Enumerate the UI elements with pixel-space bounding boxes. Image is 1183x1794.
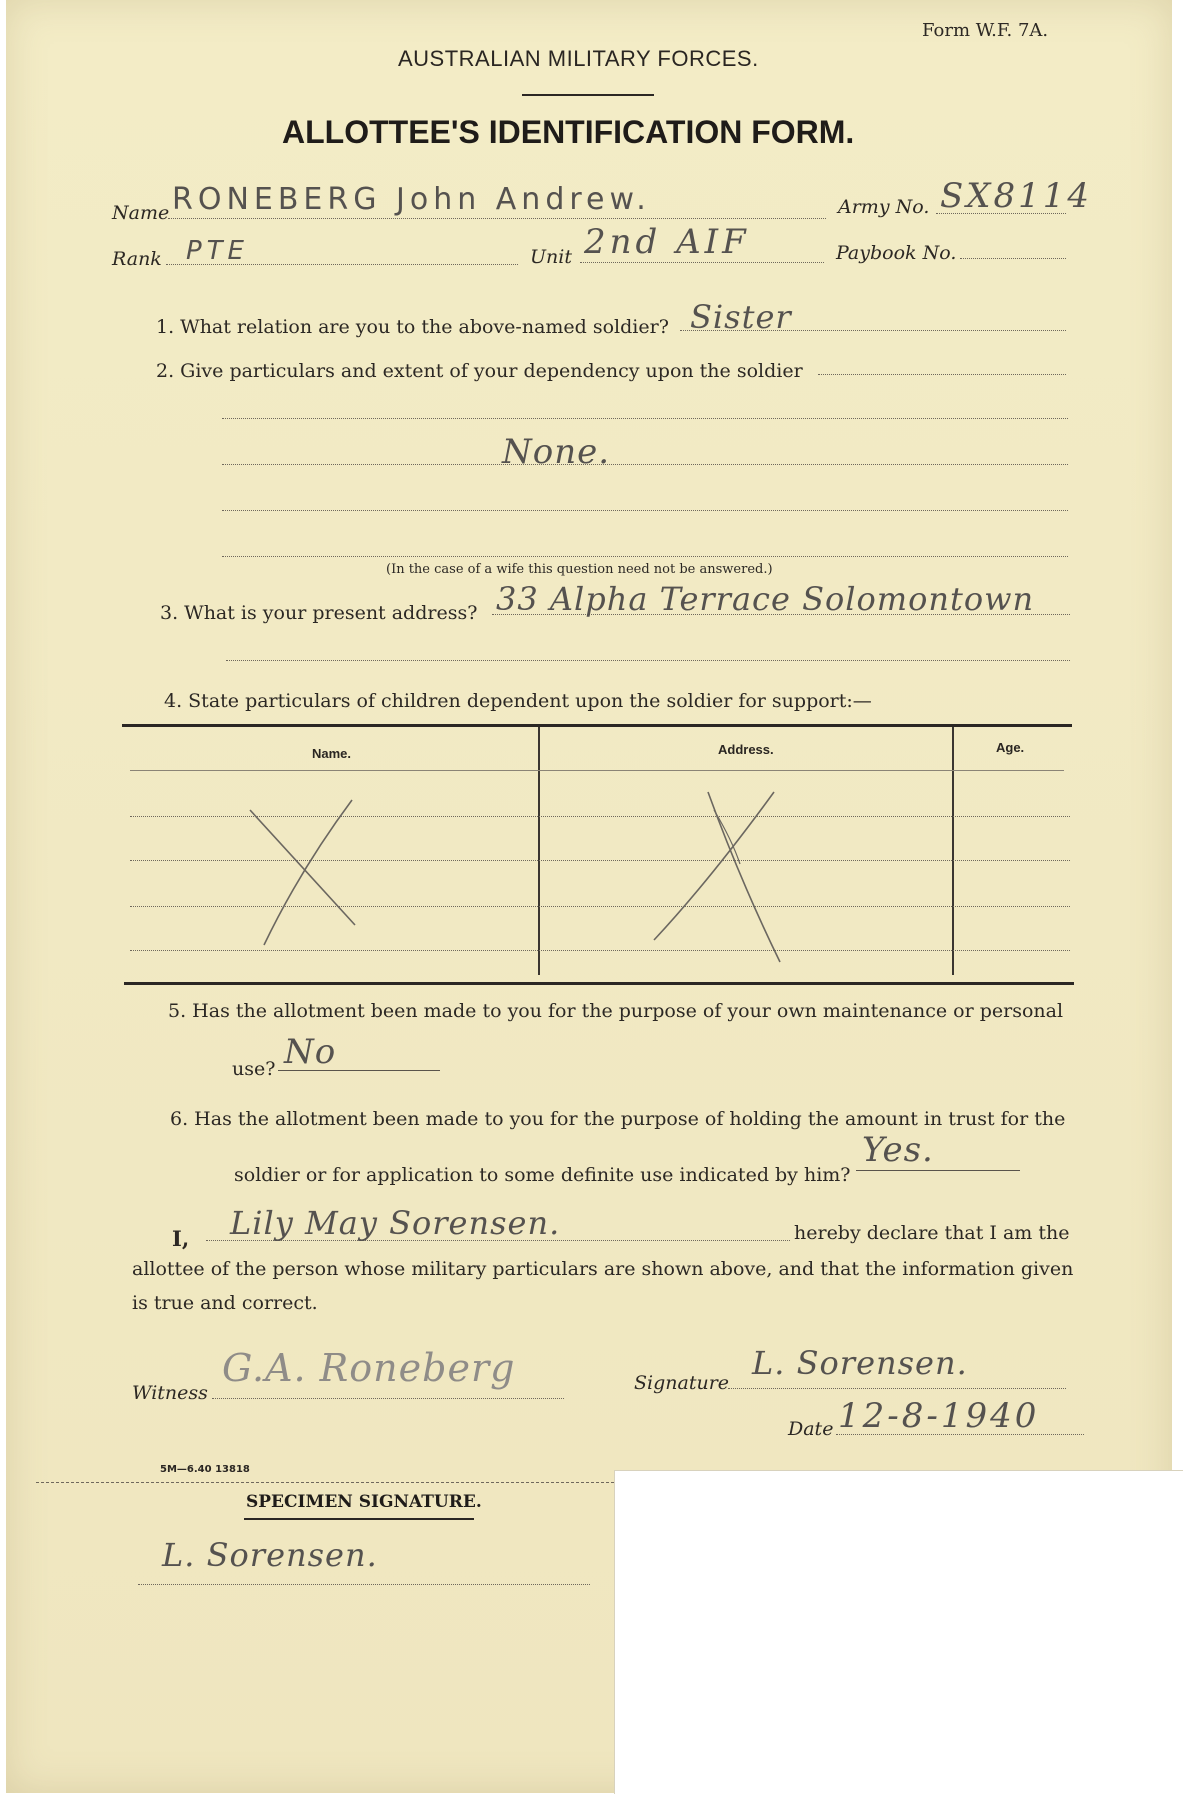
witness-value: G.A. Roneberg (222, 1346, 516, 1390)
table-divider-2 (952, 727, 954, 975)
declaration-line-3: is true and correct. (132, 1292, 318, 1314)
question-3: 3. What is your present address? (160, 602, 478, 624)
name-line (168, 218, 826, 219)
blank-cutout-area (614, 1470, 1183, 1794)
q3-answer: 33 Alpha Terrace Solomontown (496, 580, 1035, 618)
specimen-title-rule (244, 1518, 474, 1520)
q2-line-2 (222, 418, 1068, 419)
name-value-text: RONEBERG John Andrew. (172, 182, 651, 217)
table-divider-1 (538, 727, 540, 975)
unit-line (580, 262, 824, 263)
specimen-signature: L. Sorensen. (162, 1536, 378, 1574)
declaration-line-2: allottee of the person whose military particulars are shown above, and that the information given (132, 1258, 1074, 1280)
declaration-prefix: I, (172, 1226, 190, 1251)
signature-label: Signature (634, 1372, 730, 1394)
unit-label: Unit (530, 246, 572, 268)
table-top-rule (122, 724, 1072, 727)
table-header-age: Age. (996, 740, 1025, 755)
army-no-label: Army No. (838, 196, 930, 218)
date-label: Date (788, 1418, 834, 1440)
unit-value: 2nd AIF (584, 222, 750, 262)
question-6-line-1: 6. Has the allotment been made to you for the purpose of holding the amount in trust for the (170, 1108, 1066, 1130)
table-bottom-rule (124, 982, 1074, 985)
print-code: 5M—6.40 13818 (160, 1464, 250, 1475)
table-header-address: Address. (718, 742, 774, 757)
q2-line-3 (222, 464, 1068, 465)
question-5-line-2: use? (232, 1058, 276, 1080)
rank-label: Rank (112, 248, 162, 270)
specimen-line (138, 1584, 590, 1585)
question-5-line-1: 5. Has the allotment been made to you for the purpose of your own maintenance or personal (168, 1000, 1064, 1022)
q2-note: (In the case of a wife this question need not be answered.) (386, 562, 773, 577)
witness-line (212, 1398, 564, 1399)
table-row-line-4 (130, 950, 1070, 951)
question-1: 1. What relation are you to the above-named soldier? (156, 316, 669, 338)
q3-line-2 (226, 660, 1070, 661)
rank-value: PTE (186, 236, 249, 266)
title-rule (522, 94, 654, 96)
q2-line-1 (818, 374, 1066, 375)
name-column-cross-out (240, 790, 370, 950)
q2-answer: None. (502, 432, 611, 472)
question-4: 4. State particulars of children dependent upon the soldier for support:— (164, 690, 872, 712)
org-title: AUSTRALIAN MILITARY FORCES. (398, 46, 759, 71)
q5-answer: No (284, 1032, 337, 1072)
army-no-value: SX8114 (940, 176, 1093, 216)
form-title: ALLOTTEE'S IDENTIFICATION FORM. (282, 114, 855, 150)
tear-line (36, 1482, 614, 1483)
declaration-name: Lily May Sorensen. (230, 1204, 561, 1242)
witness-label: Witness (132, 1382, 208, 1404)
question-6-line-2: soldier or for application to some definite use indicated by him? (234, 1164, 851, 1186)
address-column-cross-out (640, 780, 790, 970)
table-header-rule (130, 770, 1064, 771)
declaration-line-1-suffix: hereby declare that I am the (794, 1222, 1070, 1244)
form-code: Form W.F. 7A. (922, 20, 1049, 41)
paybook-line (960, 258, 1066, 259)
q2-line-4 (222, 510, 1068, 511)
q6-line (856, 1170, 1020, 1171)
signature-value: L. Sorensen. (752, 1344, 968, 1382)
table-header-name: Name. (312, 746, 352, 761)
q2-line-5 (222, 556, 1068, 557)
q6-answer: Yes. (862, 1130, 934, 1170)
q1-answer: Sister (690, 298, 792, 336)
signature-line (728, 1388, 1066, 1389)
paybook-label: Paybook No. (836, 242, 957, 264)
question-2: 2. Give particulars and extent of your dependency upon the soldier (156, 360, 803, 382)
name-label: Name (112, 202, 170, 224)
date-value: 12-8-1940 (838, 1396, 1040, 1436)
specimen-title: SPECIMEN SIGNATURE. (246, 1492, 482, 1512)
name-value (172, 178, 651, 218)
